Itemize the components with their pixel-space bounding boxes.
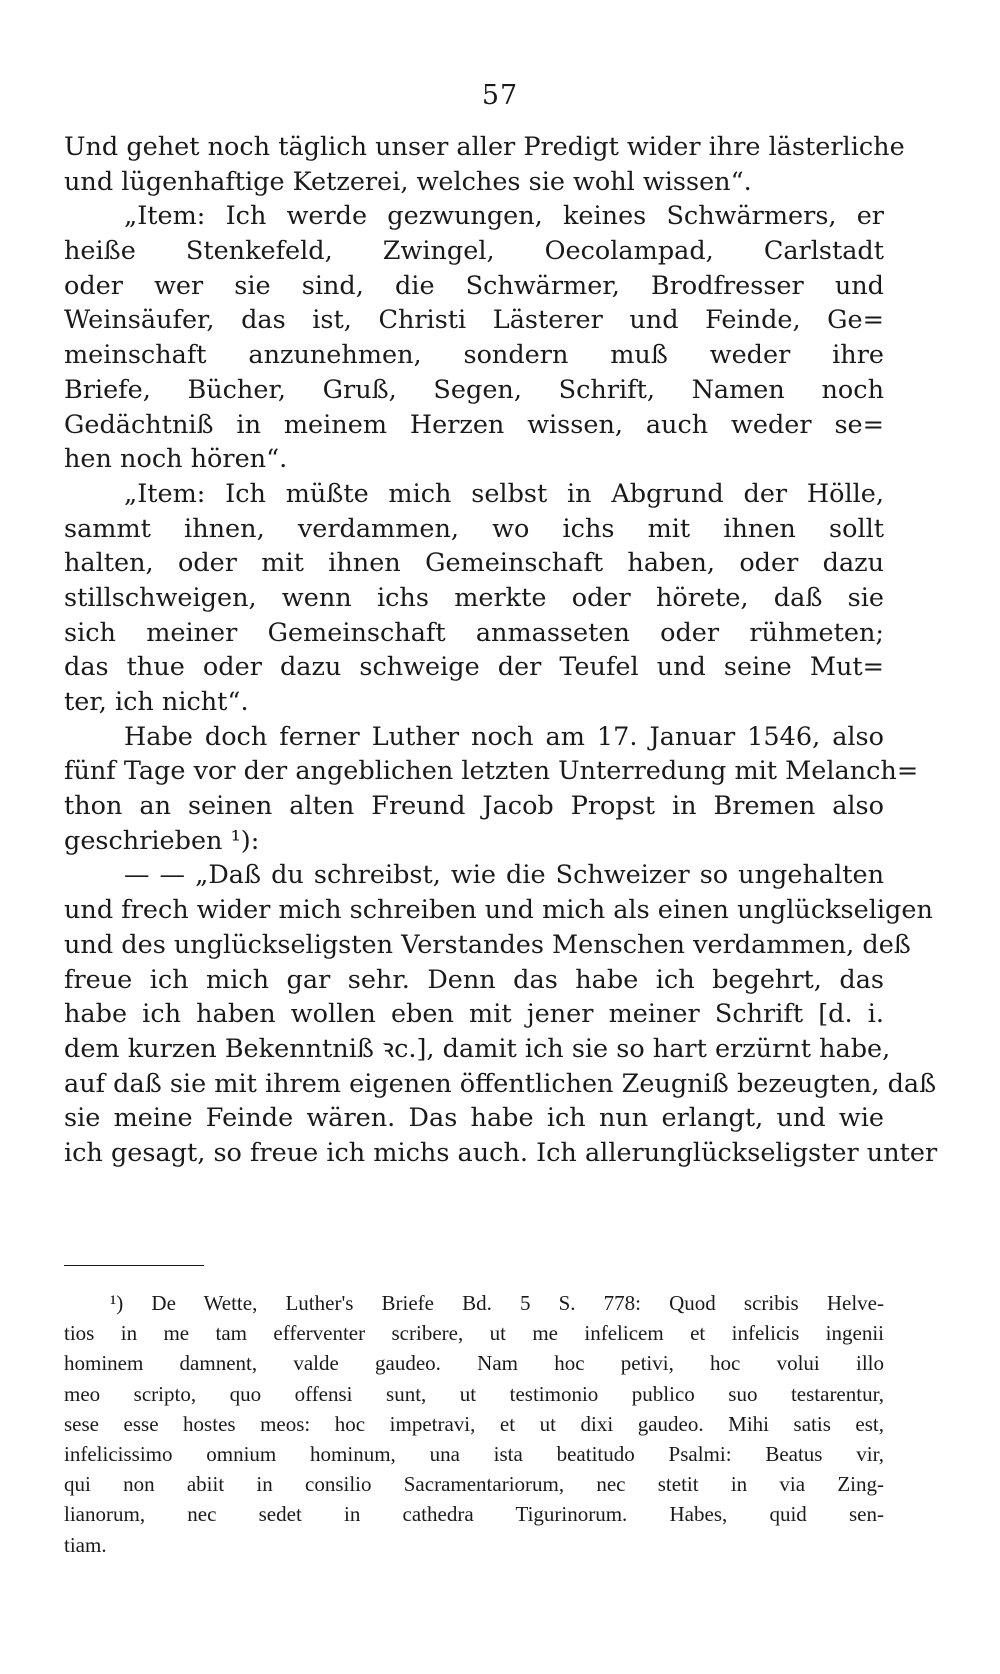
main-text — [64, 130, 938, 1171]
footnote-divider — [64, 1265, 204, 1266]
footnote-line: lianorum, nec sedet in cathedra Tigurinorum. Habes, quid sen- — [64, 1502, 884, 1527]
text-line: fünf Tage vor der angeblichen letzten Unterredung mit Melanch= — [64, 756, 919, 787]
text-line: stillschweigen, wenn ichs merkte oder hörete, daß sie — [64, 582, 884, 613]
text-line: habe ich haben wollen eben mit jener meiner Schrift [d. i. — [64, 999, 884, 1030]
text-line: — — „Daß du schreibst, wie die Schweizer so ungehalten — [124, 860, 884, 891]
text-line: ter, ich nicht“. — [64, 687, 249, 717]
text-line: sich meiner Gemeinschaft anmasseten oder rühmeten; — [64, 617, 884, 648]
text-line: ich gesagt, so freue ich michs auch. Ich allerunglückseligster unter — [64, 1137, 938, 1168]
text-line: dem kurzen Bekenntniß ꝛc.], damit ich sie so hart erzürnt habe, — [64, 1033, 891, 1064]
text-line: „Item: Ich werde gezwungen, keines Schwärmers, er — [124, 201, 884, 232]
text-line: Gedächtniß in meinem Herzen wissen, auch weder se= — [64, 409, 884, 440]
footnote-line: tiam. — [64, 1532, 107, 1557]
text-line: oder wer sie sind, die Schwärmer, Brodfresser und — [64, 270, 884, 301]
text-line: und des unglückseligsten Verstandes Menschen verdammen, deß — [64, 929, 911, 960]
page-number: 57 — [481, 80, 519, 111]
text-line: meinschaft anzunehmen, sondern muß weder ihre — [64, 340, 884, 371]
text-line: Und gehet noch täglich unser aller Predigt wider ihre lästerliche — [64, 132, 905, 162]
footnote-line: infelicissimo omnium hominum, una ista beatitudo Psalmi: Beatus vir, — [64, 1441, 884, 1466]
text-line: hen noch hören“. — [64, 444, 288, 475]
text-line: das thue oder dazu schweige der Teufel und seine Mut= — [64, 652, 884, 683]
text-line: Habe doch ferner Luther noch am 17. Januar 1546, also — [124, 721, 884, 752]
footnote-line: ¹) De Wette, Luther's Briefe Bd. 5 S. 778: Quod scribis Helve- — [110, 1291, 884, 1315]
footnote-line: sese esse hostes meos: hoc impetravi, et ut dixi gaudeo. Mihi satis est, — [64, 1411, 884, 1436]
footnote-line: meo scripto, quo offensi sunt, ut testimonio publico suo testarentur, — [64, 1381, 884, 1406]
text-line: Briefe, Bücher, Gruß, Segen, Schrift, Namen noch — [64, 374, 884, 405]
text-line: auf daß sie mit ihrem eigenen öffentlichen Zeugniß bezeugten, daß — [64, 1068, 937, 1099]
text-line: und frech wider mich schreiben und mich als einen unglückseligen — [64, 895, 933, 926]
text-line: und lügenhaftige Ketzerei, welches sie wohl wissen“. — [64, 166, 752, 197]
footnotes — [64, 1288, 884, 1560]
text-line: „Item: Ich müßte mich selbst in Abgrund der Hölle, — [124, 478, 884, 509]
text-line: sammt ihnen, verdammen, wo ichs mit ihnen sollt — [64, 513, 884, 544]
text-line: sie meine Feinde wären. Das habe ich nun erlangt, und wie — [64, 1103, 884, 1134]
text-line: heiße Stenkefeld, Zwingel, Oecolampad, Carlstadt — [64, 236, 884, 267]
text-line: halten, oder mit ihnen Gemeinschaft haben, oder dazu — [64, 548, 884, 579]
text-line: geschrieben ¹): — [64, 825, 260, 856]
footnote-line: qui non abiit in consilio Sacramentariorum, nec stetit in via Zing- — [64, 1472, 884, 1497]
footnote-line: hominem damnent, valde gaudeo. Nam hoc petivi, hoc volui illo — [64, 1351, 884, 1376]
text-line: thon an seinen alten Freund Jacob Propst in Bremen also — [64, 791, 884, 822]
text-line: Weinsäufer, das ist, Christi Lästerer und Feinde, Ge= — [64, 305, 884, 336]
text-line: freue ich mich gar sehr. Denn das habe ich begehrt, das — [64, 964, 884, 995]
footnote-line: tios in me tam efferventer scribere, ut me infelicem et infelicis ingenii — [64, 1321, 884, 1346]
